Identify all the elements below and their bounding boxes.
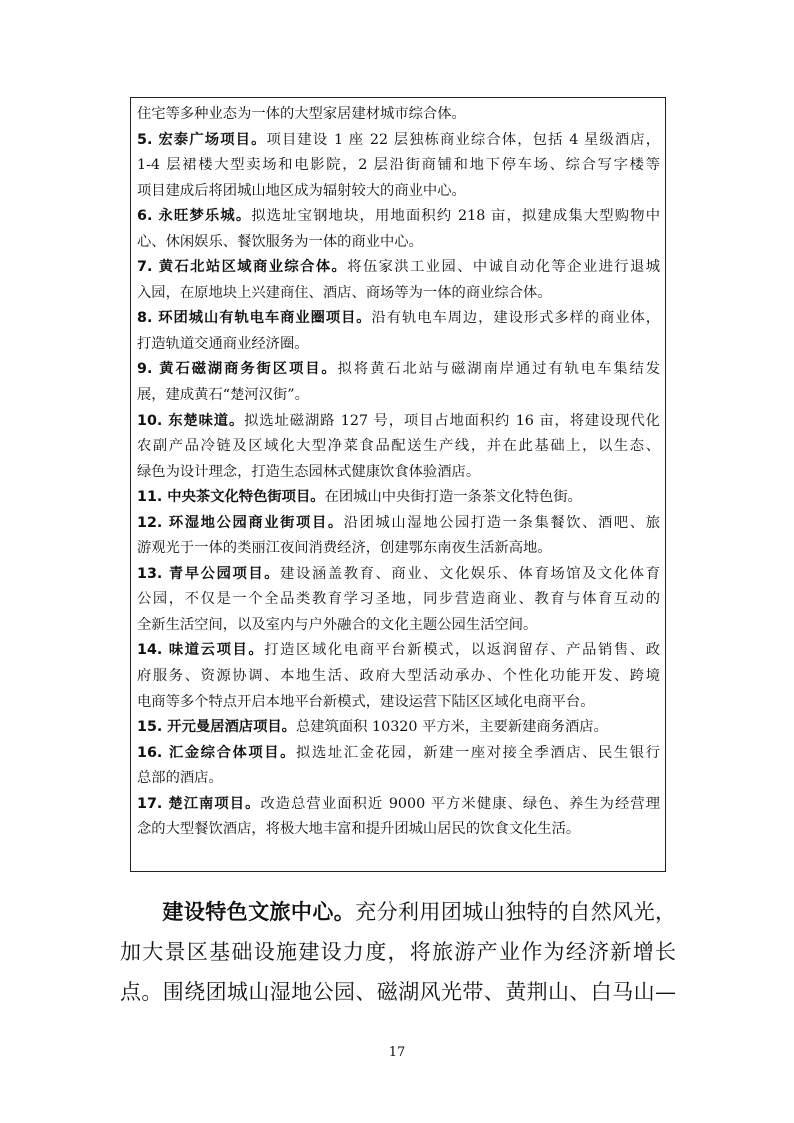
project-list-line [137,741,660,767]
project-text: 拟选址磁湖路 127 号，项目占地面积约 16 亩，将建设现代化 [244,412,660,429]
project-list-line [137,766,660,792]
project-text: 拟将黄石北站与磁湖南岸通过有轨电车集结发 [337,361,660,378]
project-list-line [137,485,660,511]
project-list-line [137,536,660,562]
project-text: 电商等多个特点开启本地平台新模式，建设运营下陆区区域化电商平台。 [137,693,595,710]
project-list-line [137,409,660,435]
project-text: 在团城山中央街打造一条茶文化特色街。 [324,489,582,506]
body-text: 点。围绕团城山湿地公园、磁湖风光带、黄荆山、白马山— [120,980,676,1004]
project-list-line [137,383,660,409]
project-list-line [137,690,660,716]
project-list-line [137,715,660,741]
project-text: 公园，不仅是一个全品类教育学习圣地，同步营造商业、教育与体育互动的 [137,591,660,608]
project-list-line [137,281,660,307]
project-list-line [137,664,660,690]
project-list-line [137,587,660,613]
body-paragraph-line-2 [120,934,676,971]
project-list-line [137,434,660,460]
project-text: 念的大型餐饮酒店，将极大地丰富和提升团城山居民的饮食文化生活。 [137,821,581,838]
project-title: 14. 味道云项目。 [137,642,265,659]
project-list-line [137,792,660,818]
project-text: 沿团城山湿地公园打造一条集餐饮、酒吧、旅 [343,514,660,531]
project-text: 将伍家洪工业园、中诚自动化等企业进行退城 [347,259,660,276]
project-title: 17. 楚江南项目。 [137,795,261,812]
project-text: 全新生活空间，以及室内与户外融合的文化主题公园生活空间。 [137,616,538,633]
project-title: 6. 永旺梦乐城。 [137,208,252,225]
project-text: 入园，在原地块上兴建商住、酒店、商场等为一体的商业综合体。 [137,284,552,301]
project-text: 展，建成黄石“楚河汉街”。 [137,387,309,404]
project-text: 府服务、资源协调、本地生活、政府大型活动承办、个性化功能开发、跨境 [137,668,660,685]
project-text: 建设涵盖教育、商业、文化娱乐、体育场馆及文化体育 [280,565,660,582]
project-title: 5. 宏泰广场项目。 [137,131,267,148]
project-text: 总建筑面积 10320 平方米，主要新建商务酒店。 [295,719,608,736]
project-list-line [137,204,660,230]
section-heading: 建设特色文旅中心。 [162,900,356,924]
project-text: 农副产品冷链及区域化大型净菜食品配送生产线，并在此基础上，以生态、 [137,438,660,455]
project-list-line [137,179,660,205]
project-list-line [137,153,660,179]
project-list-box [130,97,666,872]
project-title: 8. 环团城山有轨电车商业圈项目。 [137,310,372,327]
project-title: 7. 黄石北站区域商业综合体。 [137,259,348,276]
body-text: 加大景区基础设施建设力度，将旅游产业作为经济新增长 [120,940,676,964]
project-list-line [137,817,660,843]
project-title: 9. 黄石磁湖商务街区项目。 [137,361,338,378]
project-list-line [137,102,660,128]
project-text: 拟选址汇金花园，新建一座对接全季酒店、民生银行 [296,744,660,761]
project-text: 游观光于一体的类丽江夜间消费经济，创建鄂东南夜生活新高地。 [137,540,552,557]
project-title: 13. 青早公园项目。 [137,565,281,582]
project-list-line [137,255,660,281]
project-text: 总部的酒店。 [137,770,223,787]
project-list-line [137,511,660,537]
project-text: 心、休闲娱乐、餐饮服务为一体的商业中心。 [137,233,423,250]
project-text: 项目建成后将团城山地区成为辐射较大的商业中心。 [137,182,466,199]
project-list-line [137,638,660,664]
project-title: 16. 汇金综合体项目。 [137,744,297,761]
project-list-line [137,230,660,256]
project-list-line [137,306,660,332]
project-list-line [137,332,660,358]
project-list-line [137,357,660,383]
project-text: 改造总营业面积近 9000 平方米健康、绿色、养生为经营理 [260,795,660,812]
project-title: 11. 中央茶文化特色街项目。 [137,489,325,506]
page-number: 17 [388,1045,406,1060]
project-list-line [137,128,660,154]
project-title: 10. 东楚味道。 [137,412,245,429]
project-text: 打造区域化电商平台新模式，以返润留存、产品销售、政 [264,642,660,659]
project-text: 绿色为设计理念，打造生态园林式健康饮食体验酒店。 [137,463,481,480]
project-title: 12. 环湿地公园商业街项目。 [137,514,344,531]
project-text: 沿有轨电车周边，建设形式多样的商业体， [371,310,660,327]
body-paragraph-line-1 [120,894,676,931]
body-paragraph-line-3 [120,974,676,1011]
project-list-line [137,613,660,639]
project-list-line [137,562,660,588]
project-text: 项目建设 1 座 22 层独栋商业综合体，包括 4 星级酒店， [266,131,660,148]
project-list-line [137,460,660,486]
project-text: 拟选址宝钢地块，用地面积约 218 亩，拟建成集大型购物中 [251,208,660,225]
body-text: 充分利用团城山独特的自然风光， [355,900,677,924]
project-text: 1-4 层裙楼大型卖场和电影院，2 层沿街商铺和地下停车场、综合写字楼等 [137,157,660,174]
project-text: 住宅等多种业态为一体的大型家居建材城市综合体。 [137,106,466,122]
project-text: 打造轨道交通商业经济圈。 [137,335,309,352]
project-title: 15. 开元曼居酒店项目。 [137,719,296,736]
